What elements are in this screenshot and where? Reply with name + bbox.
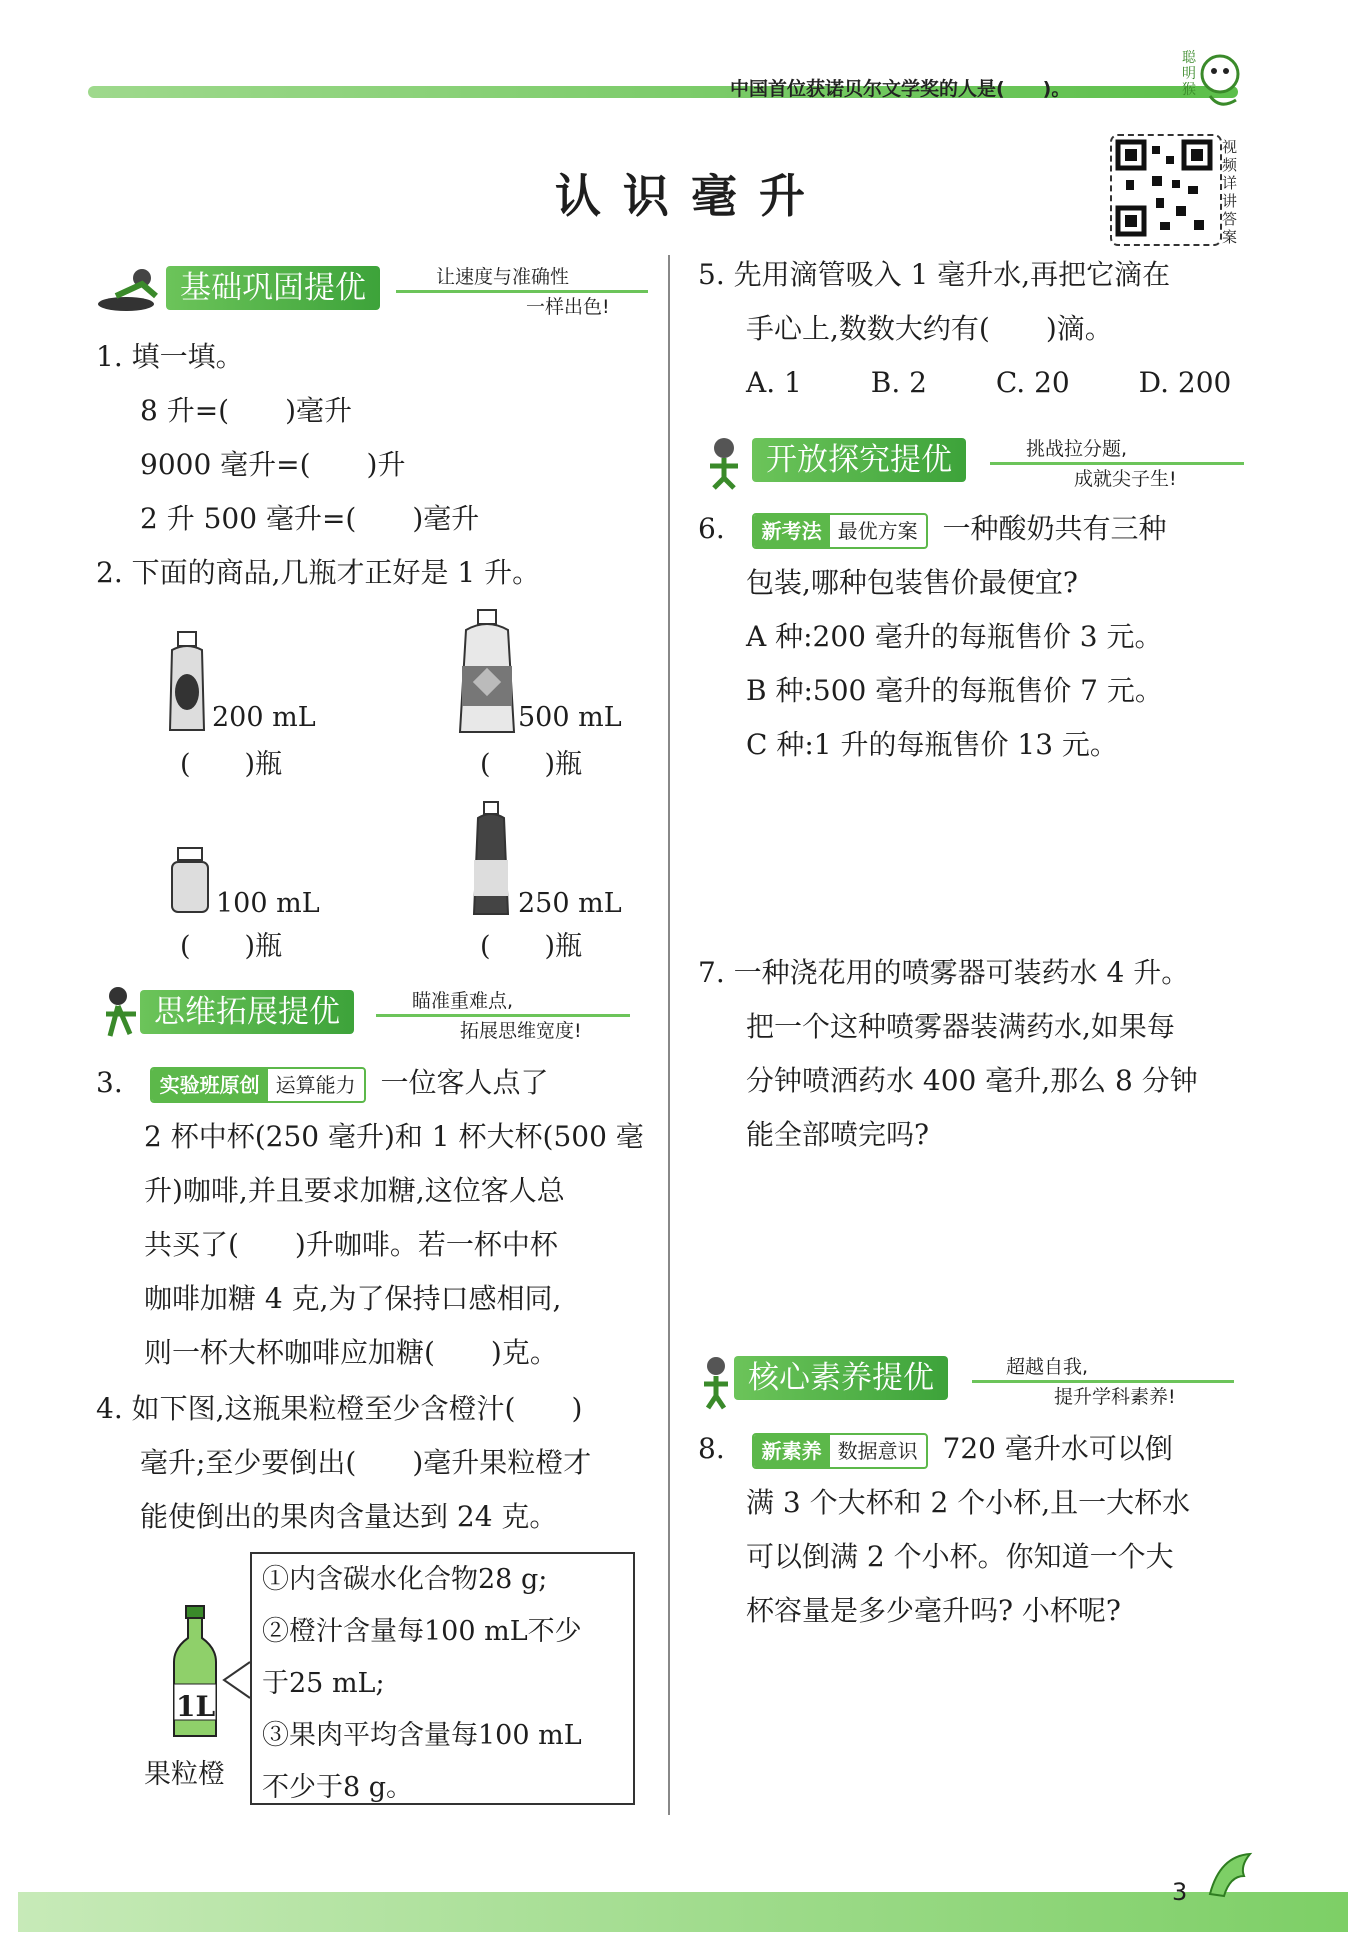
section-title: 核心素养提优 bbox=[734, 1356, 948, 1400]
bottle-100ml-icon bbox=[168, 846, 212, 916]
footer-bar bbox=[18, 1892, 1348, 1932]
monkey-figure-icon bbox=[696, 1354, 736, 1410]
question-4: 4. 如下图,这瓶果粒橙至少含橙汁( ) 毫升;至少要倒出( )毫升果粒橙才 能使倒出的果肉含量达到 24 克。 bbox=[96, 1392, 592, 1533]
bottle-blank-100: ( )瓶 bbox=[180, 931, 283, 962]
section-title: 开放探究提优 bbox=[752, 438, 966, 482]
header-question: 中国首位获诺贝尔文学奖的人是( )。 bbox=[730, 78, 1071, 100]
question-3: 3. 实验班原创 运算能力 一位客人点了 2 杯中杯(250 毫升)和 1 杯大杯(500 毫 升)咖啡,并且要求加糖,这位客人总 共买了( )升咖啡。若一杯中杯 咖啡加糖 4 克,为了保持口感相同, 则一杯大杯咖啡应加糖( )克。 bbox=[96, 1066, 644, 1369]
section-slogan-2: 拓展思维宽度! bbox=[460, 1020, 582, 1042]
tag-new-literacy: 新素养 数据意识 bbox=[752, 1433, 928, 1469]
qr-code[interactable] bbox=[1110, 134, 1222, 246]
page-title: 认识毫升 bbox=[555, 169, 827, 223]
section-slogan-2: 一样出色! bbox=[526, 296, 610, 318]
section-header-core bbox=[696, 1356, 1256, 1408]
bottle-size-250: 250 mL bbox=[518, 888, 622, 919]
question-5: 5. 先用滴管吸入 1 毫升水,再把它滴在 手心上,数数大约有( )滴。 A. 1 B. 2 C. 20 D. 200 bbox=[698, 258, 1232, 399]
nutrition-info-box: ①内含碳水化合物28 g; ②橙汁含量每100 mL不少 于25 mL; ③果肉平均含量每100 mL 不少于8 g。 bbox=[250, 1552, 635, 1805]
product-name: 果粒橙 bbox=[144, 1759, 225, 1790]
section-title: 基础巩固提优 bbox=[166, 266, 380, 310]
section-slogan-1: 让速度与准确性 bbox=[436, 266, 570, 288]
page-number: 3 bbox=[1172, 1878, 1188, 1906]
tag-original: 实验班原创 运算能力 bbox=[150, 1067, 366, 1103]
skater-figure-icon bbox=[96, 266, 166, 316]
bottle-blank-500: ( )瓶 bbox=[480, 749, 583, 780]
section-header-explore bbox=[700, 438, 1260, 490]
column-divider bbox=[668, 255, 670, 1815]
section-slogan-2: 成就尖子生! bbox=[1074, 468, 1177, 490]
dolphin-icon bbox=[1200, 1846, 1260, 1906]
callout-pointer bbox=[222, 1660, 252, 1700]
qr-label: 视频详讲答案 bbox=[1222, 138, 1238, 246]
question-8: 8. 新素养 数据意识 720 毫升水可以倒 满 3 个大杯和 2 个小杯,且一大杯水 可以倒满 2 个小杯。你知道一个大 杯容量是多少毫升吗? 小杯呢? bbox=[698, 1432, 1191, 1627]
question-7: 7. 一种浇花用的喷雾器可装药水 4 升。 把一个这种喷雾器装满药水,如果每 分钟喷洒药水 400 毫升,那么 8 分钟 能全部喷完吗? bbox=[698, 956, 1198, 1151]
bottle-size-100: 100 mL bbox=[216, 888, 320, 919]
mascot-text: 聪明猴 bbox=[1182, 50, 1196, 98]
ninja-figure-icon bbox=[96, 984, 146, 1040]
question-2-text: 2. 下面的商品,几瓶才正好是 1 升。 bbox=[96, 556, 541, 589]
question-1: 1. 填一填。 8 升=( )毫升 9000 毫升=( )升 2 升 500 毫升=( )毫升 bbox=[96, 340, 480, 535]
bottle-blank-200: ( )瓶 bbox=[180, 749, 283, 780]
section-slogan-1: 挑战拉分题, bbox=[1026, 438, 1128, 460]
tag-new-method: 新考法 最优方案 bbox=[752, 513, 928, 549]
question-6: 6. 新考法 最优方案 一种酸奶共有三种 包装,哪种包装售价最便宜? A 种:200 毫升的每瓶售价 3 元。 B 种:500 毫升的每瓶售价 7 元。 C 种:1 升的每瓶售价 13 元。 bbox=[698, 512, 1167, 761]
section-header-basic bbox=[96, 266, 656, 318]
bottle-blank-250: ( )瓶 bbox=[480, 931, 583, 962]
bottle-size-200: 200 mL bbox=[212, 702, 316, 733]
section-title: 思维拓展提优 bbox=[140, 990, 354, 1034]
section-slogan-1: 超越自我, bbox=[1006, 1356, 1089, 1378]
monkey-figure-icon bbox=[700, 434, 750, 490]
bottle-volume-label: 1L bbox=[176, 1690, 216, 1723]
bottle-200ml-icon bbox=[164, 630, 210, 735]
bottle-250ml-icon bbox=[466, 800, 516, 920]
bottle-500ml-icon bbox=[452, 608, 522, 738]
bottle-size-500: 500 mL bbox=[518, 702, 622, 733]
section-header-thinking bbox=[96, 990, 656, 1042]
section-slogan-1: 瞄准重难点, bbox=[412, 990, 514, 1012]
section-slogan-2: 提升学科素养! bbox=[1054, 1386, 1176, 1408]
